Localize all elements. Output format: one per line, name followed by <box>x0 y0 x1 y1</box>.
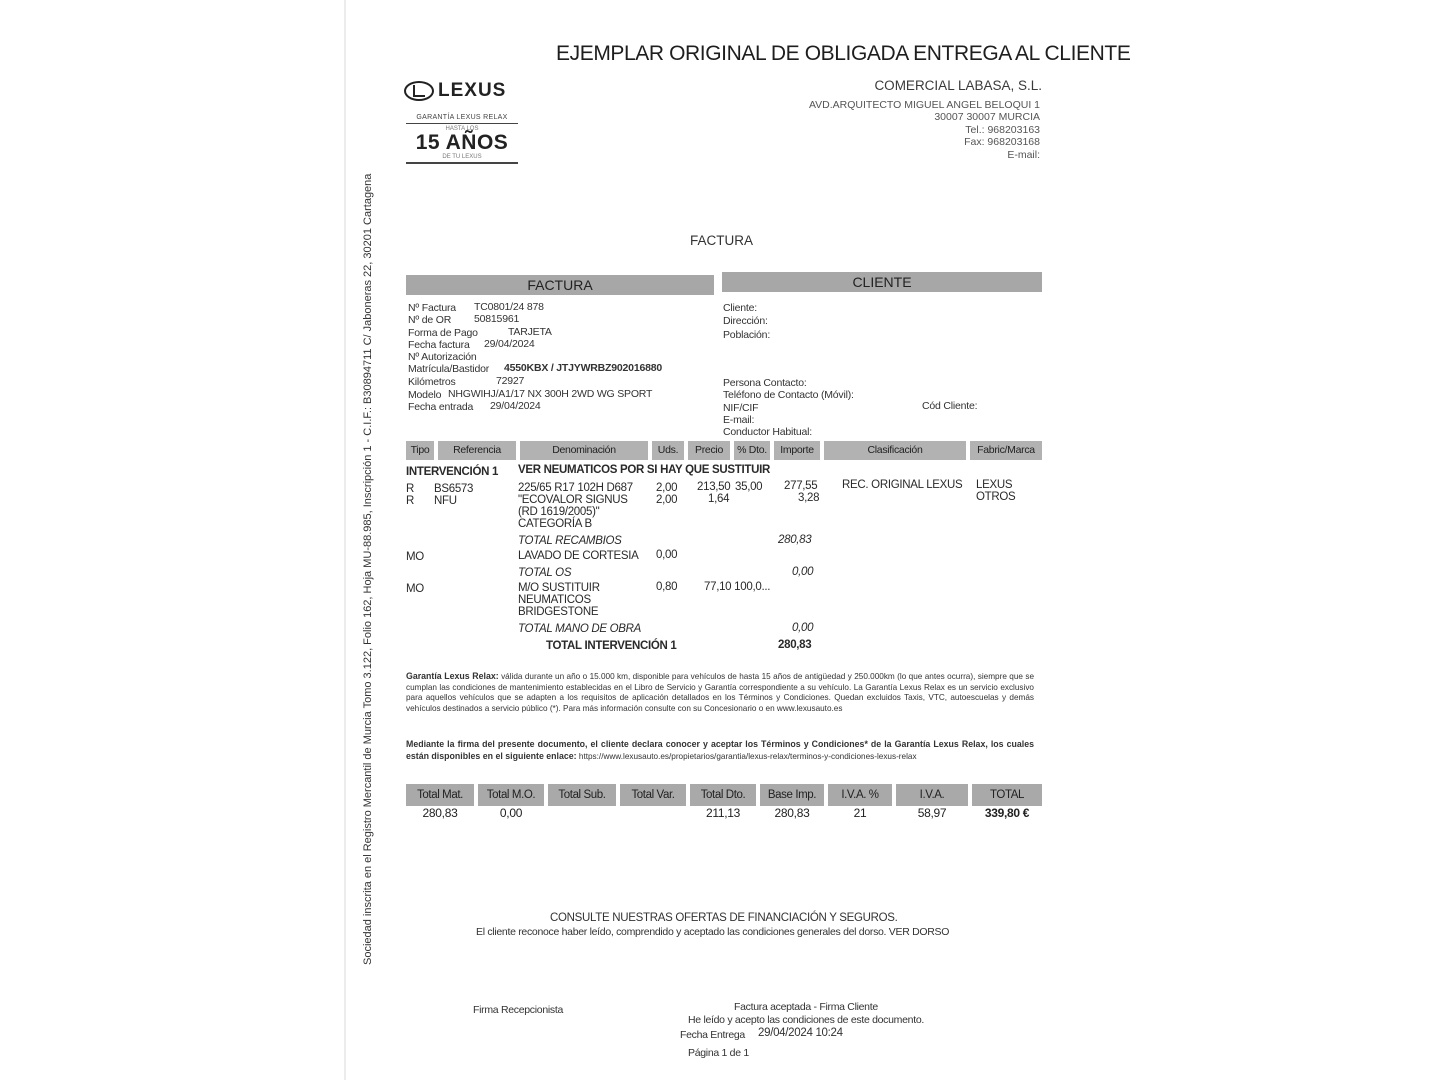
field-label: Forma de Pago <box>408 327 478 339</box>
client-label: Teléfono de Contacto (Móvil): <box>723 389 854 401</box>
total-intervencion-label: TOTAL INTERVENCIÓN 1 <box>546 640 677 652</box>
page-edge <box>344 0 346 1080</box>
row-desc-cont: BRIDGESTONE <box>518 606 599 618</box>
cod-cliente-label: Cód Cliente: <box>922 400 978 412</box>
client-label: E-mail: <box>723 414 755 426</box>
row-tipo: R <box>406 483 415 495</box>
client-label: Dirección: <box>723 315 768 327</box>
page-number: Página 1 de 1 <box>688 1047 749 1059</box>
total-recambios: 280,83 <box>778 534 812 546</box>
row-desc: LAVADO DE CORTESIA <box>518 550 639 562</box>
col-header-importe: Importe <box>774 441 820 460</box>
total-header: Total Mat. <box>406 784 474 806</box>
acknowledgement: El cliente reconoce haber leído, comprendido y aceptado las condiciones generales del dorso. VER DORSO <box>476 926 950 938</box>
grand-total-value: 339,80 € <box>984 806 1030 820</box>
client-label: Persona Contacto: <box>723 377 807 389</box>
field-label: Nº Autorización <box>408 351 477 363</box>
total-dto-value: 211,13 <box>705 806 740 820</box>
row-marca: OTROS <box>976 491 1016 503</box>
terms-paragraph-lead: Mediante la firma del presente documento, el cliente declara conocer y aceptar los Términos y Condiciones* de la Garantía Lexus Relax, los cuales están disponibles en el siguiente enlace: <box>406 739 1034 761</box>
row-precio: 77,10 100,0... <box>704 581 771 593</box>
vehicle-model: NHGWIHJ/A1/17 NX 300H 2WD WG SPORT <box>448 388 653 400</box>
intervention-label: INTERVENCIÓN 1 <box>406 466 499 478</box>
registry-side-text: Sociedad inscrita en el Registro Mercantil de Murcia Tomo 3.122, Folio 162, Hoja MU-88.985, Inscripción 1 - C.I.F.: B30894711 C/ Jaboneras 22, 30201 Cartagena <box>362 173 374 965</box>
kilometers: 72927 <box>496 375 525 387</box>
col-header-dto: % Dto. <box>734 441 770 460</box>
plate-vin: 4550KBX / JTJYWRBZ902016880 <box>504 362 663 374</box>
total-header: Total Dto. <box>690 784 756 806</box>
lexus-logo <box>404 80 506 102</box>
warranty-mid: HASTA LOS <box>445 126 479 132</box>
row-tipo: MO <box>406 583 424 595</box>
company-name: COMERCIAL LABASA, S.L. <box>874 78 1042 93</box>
total-mat-value: 280,83 <box>422 806 458 820</box>
or-number: 50815961 <box>474 313 520 325</box>
financing-offer: CONSULTE NUESTRAS OFERTAS DE FINANCIACIÓN Y SEGUROS. <box>550 912 898 924</box>
col-header-tipo: Tipo <box>406 441 434 460</box>
row-tipo: R <box>406 495 415 507</box>
warranty-bottom: DE TU LEXUS <box>406 154 518 164</box>
total-mo: 0,00 <box>792 622 814 634</box>
field-label: Kilómetros <box>408 376 456 388</box>
row-ref: BS6573 <box>434 483 474 495</box>
address-line: AVD.ARQUITECTO MIGUEL ANGEL BELOQUI 1 <box>808 99 1040 111</box>
total-header: TOTAL <box>972 784 1042 806</box>
iva-value: 58,97 <box>917 806 947 820</box>
entry-date: 29/04/2024 <box>490 400 541 412</box>
row-marca: LEXUS <box>976 479 1013 491</box>
address-line: E-mail: <box>1007 148 1040 161</box>
factura-aceptada: Factura aceptada - Firma Cliente <box>734 1001 878 1013</box>
iva-pct-value: 21 <box>853 806 867 820</box>
firma-recepcionista: Firma Recepcionista <box>473 1004 563 1016</box>
row-precio: 1,64 <box>708 493 730 505</box>
total-recambios-label: TOTAL RECAMBIOS <box>518 535 622 547</box>
he-leido: He leído y acepto las condiciones de este documento. <box>688 1014 924 1026</box>
terms-paragraph-link[interactable]: https://www.lexusauto.es/propietarios/garantia/lexus-relax/terminos-y-condiciones-lexus-relax <box>576 751 917 761</box>
field-label: Matrícula/Bastidor <box>408 363 490 375</box>
row-uds: 2,00 <box>656 482 678 494</box>
row-dto: 35,00 <box>735 481 763 493</box>
document-title: EJEMPLAR ORIGINAL DE OBLIGADA ENTREGA AL CLIENTE <box>556 42 1131 65</box>
factura-section-bar: FACTURA <box>406 275 714 295</box>
terms-paragraph <box>406 739 1034 762</box>
row-desc-cont: NEUMATICOS <box>518 594 591 606</box>
total-os: 0,00 <box>792 566 814 578</box>
fecha-entrega: 29/04/2024 10:24 <box>758 1027 843 1039</box>
total-mo-label: TOTAL MANO DE OBRA <box>518 623 642 635</box>
field-label: Nº Factura <box>408 302 456 314</box>
total-header: Total Var. <box>620 784 686 806</box>
payment-method: TARJETA <box>508 326 552 338</box>
total-intervencion: 280,83 <box>778 639 812 651</box>
row-importe: 3,28 <box>798 492 820 504</box>
row-clasificacion: REC. ORIGINAL LEXUS <box>842 479 963 491</box>
row-desc: 225/65 R17 102H D687 <box>518 482 633 494</box>
address-line: Fax: 968203168 <box>964 136 1040 149</box>
invoice-date: 29/04/2024 <box>484 338 535 350</box>
field-label: Fecha factura <box>408 339 470 351</box>
row-precio: 213,50 <box>697 481 731 493</box>
row-tipo: MO <box>406 551 424 563</box>
address-line: 30007 30007 MURCIA <box>934 111 1040 124</box>
row-ref: NFU <box>434 495 457 507</box>
warranty-years: 15 AÑOS <box>415 131 509 154</box>
intervention-desc: VER NEUMATICOS POR SI HAY QUE SUSTITUIR <box>518 464 770 476</box>
total-header: I.V.A. % <box>828 784 892 806</box>
field-label: Fecha entrada <box>408 401 474 413</box>
warranty-paragraph-lead: Garantía Lexus Relax: <box>406 671 499 681</box>
col-header-referencia: Referencia <box>438 441 516 460</box>
total-mo-value: 0,00 <box>499 806 523 820</box>
total-header: I.V.A. <box>896 784 968 806</box>
row-desc: M/O SUSTITUIR <box>518 582 600 594</box>
col-header-denominacion: Denominación <box>520 441 648 460</box>
cliente-section-bar: CLIENTE <box>722 272 1042 292</box>
client-label: Conductor Habitual: <box>723 426 813 438</box>
col-header-marca: Fabric/Marca <box>970 441 1042 460</box>
row-uds: 0,80 <box>656 581 678 593</box>
doc-heading: FACTURA <box>690 233 754 248</box>
col-header-uds: Uds. <box>652 441 684 460</box>
field-label: Nº de OR <box>408 314 452 326</box>
client-label: Cliente: <box>723 302 758 314</box>
lexus-wordmark: LEXUS <box>438 80 507 101</box>
total-header: Base Imp. <box>760 784 824 806</box>
total-header: Total Sub. <box>548 784 616 806</box>
client-label: NIF/CIF <box>723 402 759 414</box>
row-desc: "ECOVALOR SIGNUS <box>518 494 628 506</box>
row-uds: 0,00 <box>656 549 678 561</box>
row-uds: 2,00 <box>656 494 678 506</box>
field-label: Modelo <box>408 389 442 401</box>
lexus-emblem-icon <box>404 81 434 101</box>
company-address <box>809 99 1040 161</box>
warranty-paragraph-body: válida durante un año o 15.000 km, disponible para vehículos de hasta 15 años de antigüedad y 250.000km (lo que antes ocurra), siempre que se cumplan las condiciones de mantenimiento establecidas en el Libro de Servicio y Garantía correspondiente a su vehículo. La Garantía Lexus Relax es un servicio exclusivo para aquellos vehículos que se adapten a los requisitos de aplicación detallados en los Términos y Condiciones. Quedan excluidos Taxis, VTC, autoescuelas y demás vehículos destinados a servicio público (*). Para más información consulte con su Concesionario o en www.lexusauto.es <box>406 672 1034 713</box>
client-label: Población: <box>723 329 771 341</box>
warranty-top: GARANTÍA LEXUS RELAX <box>406 114 518 124</box>
warranty-paragraph <box>406 671 1034 714</box>
row-desc-cont: CATEGORÍA B <box>518 518 592 530</box>
row-desc-cont: (RD 1619/2005)" <box>518 506 600 518</box>
warranty-badge <box>406 114 518 164</box>
address-line: Tel.: 968203163 <box>965 123 1040 136</box>
base-imp-value: 280,83 <box>774 806 810 820</box>
total-os-label: TOTAL OS <box>518 567 572 579</box>
fecha-entrega-label: Fecha Entrega <box>680 1029 745 1041</box>
col-header-precio: Precio <box>688 441 730 460</box>
total-header: Total M.O. <box>478 784 544 806</box>
row-importe: 277,55 <box>784 480 818 492</box>
col-header-clasificacion: Clasificación <box>824 441 966 460</box>
invoice-number: TC0801/24 878 <box>474 301 544 313</box>
